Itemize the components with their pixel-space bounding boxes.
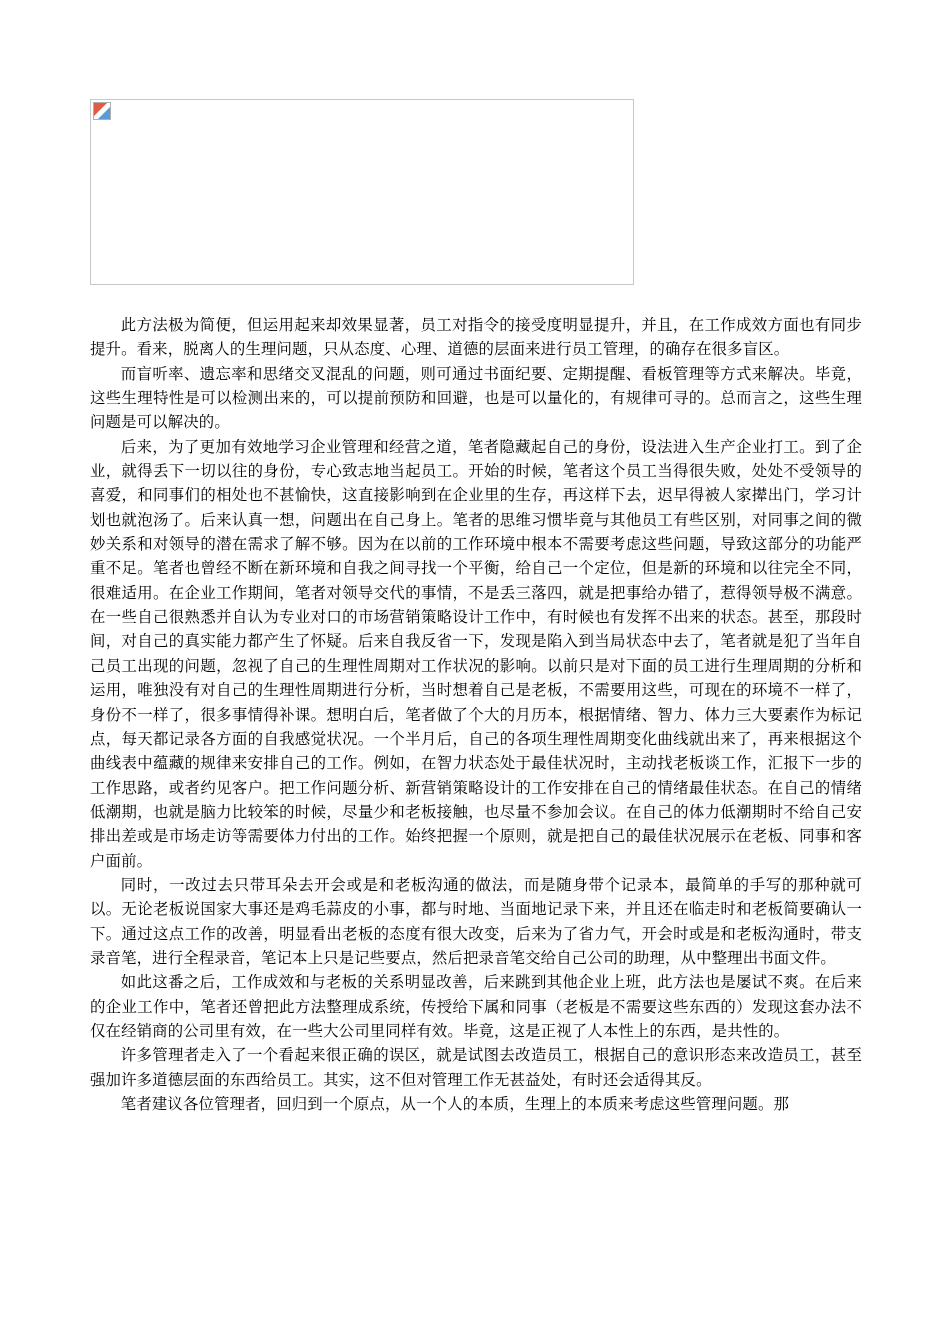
paragraph: 许多管理者走入了一个看起来很正确的误区，就是试图去改造员工，根据自己的意识形态来改造员工，甚至强加许多道德层面的东西给员工。其实，这不但对管理工作无甚益处，有时还会适得其反。 [90, 1046, 862, 1089]
article-body [90, 313, 862, 1116]
paragraph: 如此这番之后，工作成效和与老板的关系明显改善，后来跳到其他企业上班，此方法也是屡试不爽。在后来的企业工作中，笔者还曾把此方法整理成系统，传授给下属和同事（老板是不需要这些东西的）发现这套办法不仅在经销商的公司里有效，在一些大公司里同样有效。毕竟，这是正视了人本性上的东西，是共性的。 [90, 973, 862, 1040]
paragraph: 后来，为了更加有效地学习企业管理和经营之道，笔者隐藏起自己的身份，设法进入生产企业打工。到了企业，就得丢下一切以往的身份，专心致志地当起员工。开始的时候，笔者这个员工当得很失败，处处不受领导的喜爱，和同事们的相处也不甚愉快，这直接影响到在企业里的生存，再这样下去，迟早得被人家撵出门，学习计划也就泡汤了。后来认真一想，问题出在自己身上。笔者的思维习惯毕竟与其他员工有些区别，对同事之间的微妙关系和对领导的潜在需求了解不够。因为在以前的工作环境中根本不需要考虑这些问题，导致这部分的功能严重不足。笔者也曾经不断在新环境和自我之间寻找一个平衡，给自己一个定位，但是新的环境和以往完全不同，很难适用。在企业工作期间，笔者对领导交代的事情，不是丢三落四，就是把事给办错了，惹得领导极不满意。在一些自己很熟悉并自认为专业对口的市场营销策略设计工作中，有时候也有发挥不出来的状态。甚至，那段时间，对自己的真实能力都产生了怀疑。后来自我反省一下，发现是陷入到当局状态中去了，笔者就是犯了当年自己员工出现的问题，忽视了自己的生理性周期对工作状况的影响。以前只是对下面的员工进行生理周期的分析和运用，唯独没有对自己的生理性周期进行分析，当时想着自己是老板，不需要用这些，可现在的环境不一样了，身份不一样了，很多事情得补课。想明白后，笔者做了个大的月历本，根据情绪、智力、体力三大要素作为标记点，每天都记录各方面的自我感觉状况。一个半月后，自己的各项生理性周期变化曲线就出来了，再来根据这个曲线表中蕴藏的规律来安排自己的工作。例如，在智力状态处于最佳状况时，主动找老板谈工作，汇报下一步的工作思路，或者约见客户。把工作问题分析、新营销策略设计的工作安排在自己的情绪最佳状态。在自己的情绪低潮期，也就是脑力比较笨的时候，尽量少和老板接触，也尽量不参加会议。在自己的体力低潮期时不给自己安排出差或是市场走访等需要体力付出的工作。始终把握一个原则，就是把自己的最佳状况展示在老板、同事和客户面前。 [90, 437, 862, 870]
paragraph: 同时，一改过去只带耳朵去开会或是和老板沟通的做法，而是随身带个记录本，最简单的手写的那种就可以。无论老板说国家大事还是鸡毛蒜皮的小事，都与时地、当面地记录下来，并且还在临走时和老板简要确认一下。通过这点工作的改善，明显看出老板的态度有很大改变，后来为了省力气，开会时或是和老板沟通时，带支录音笔，进行全程录音，笔记本上只是记些要点，然后把录音笔交给自己公司的助理，从中整理出书面文件。 [90, 875, 862, 967]
paragraph: 而盲听率、遗忘率和思绪交叉混乱的问题，则可通过书面纪要、定期提醒、看板管理等方式来解决。毕竟，这些生理特性是可以检测出来的，可以提前预防和回避，也是可以量化的，有规律可寻的。总而言之，这些生理问题是可以解决的。 [90, 364, 862, 432]
paragraph: 笔者建议各位管理者，回归到一个原点，从一个人的本质，生理上的本质来考虑这些管理问题。那 [120, 1095, 790, 1113]
embedded-image-placeholder [90, 99, 634, 285]
paragraph: 此方法极为简便，但运用起来却效果显著，员工对指令的接受度明显提升，并且，在工作成效方面也有同步提升。看来，脱离人的生理问题，只从态度、心理、道德的层面来进行员工管理，的确存在很多盲区。 [90, 316, 862, 359]
broken-image-icon [93, 102, 111, 120]
